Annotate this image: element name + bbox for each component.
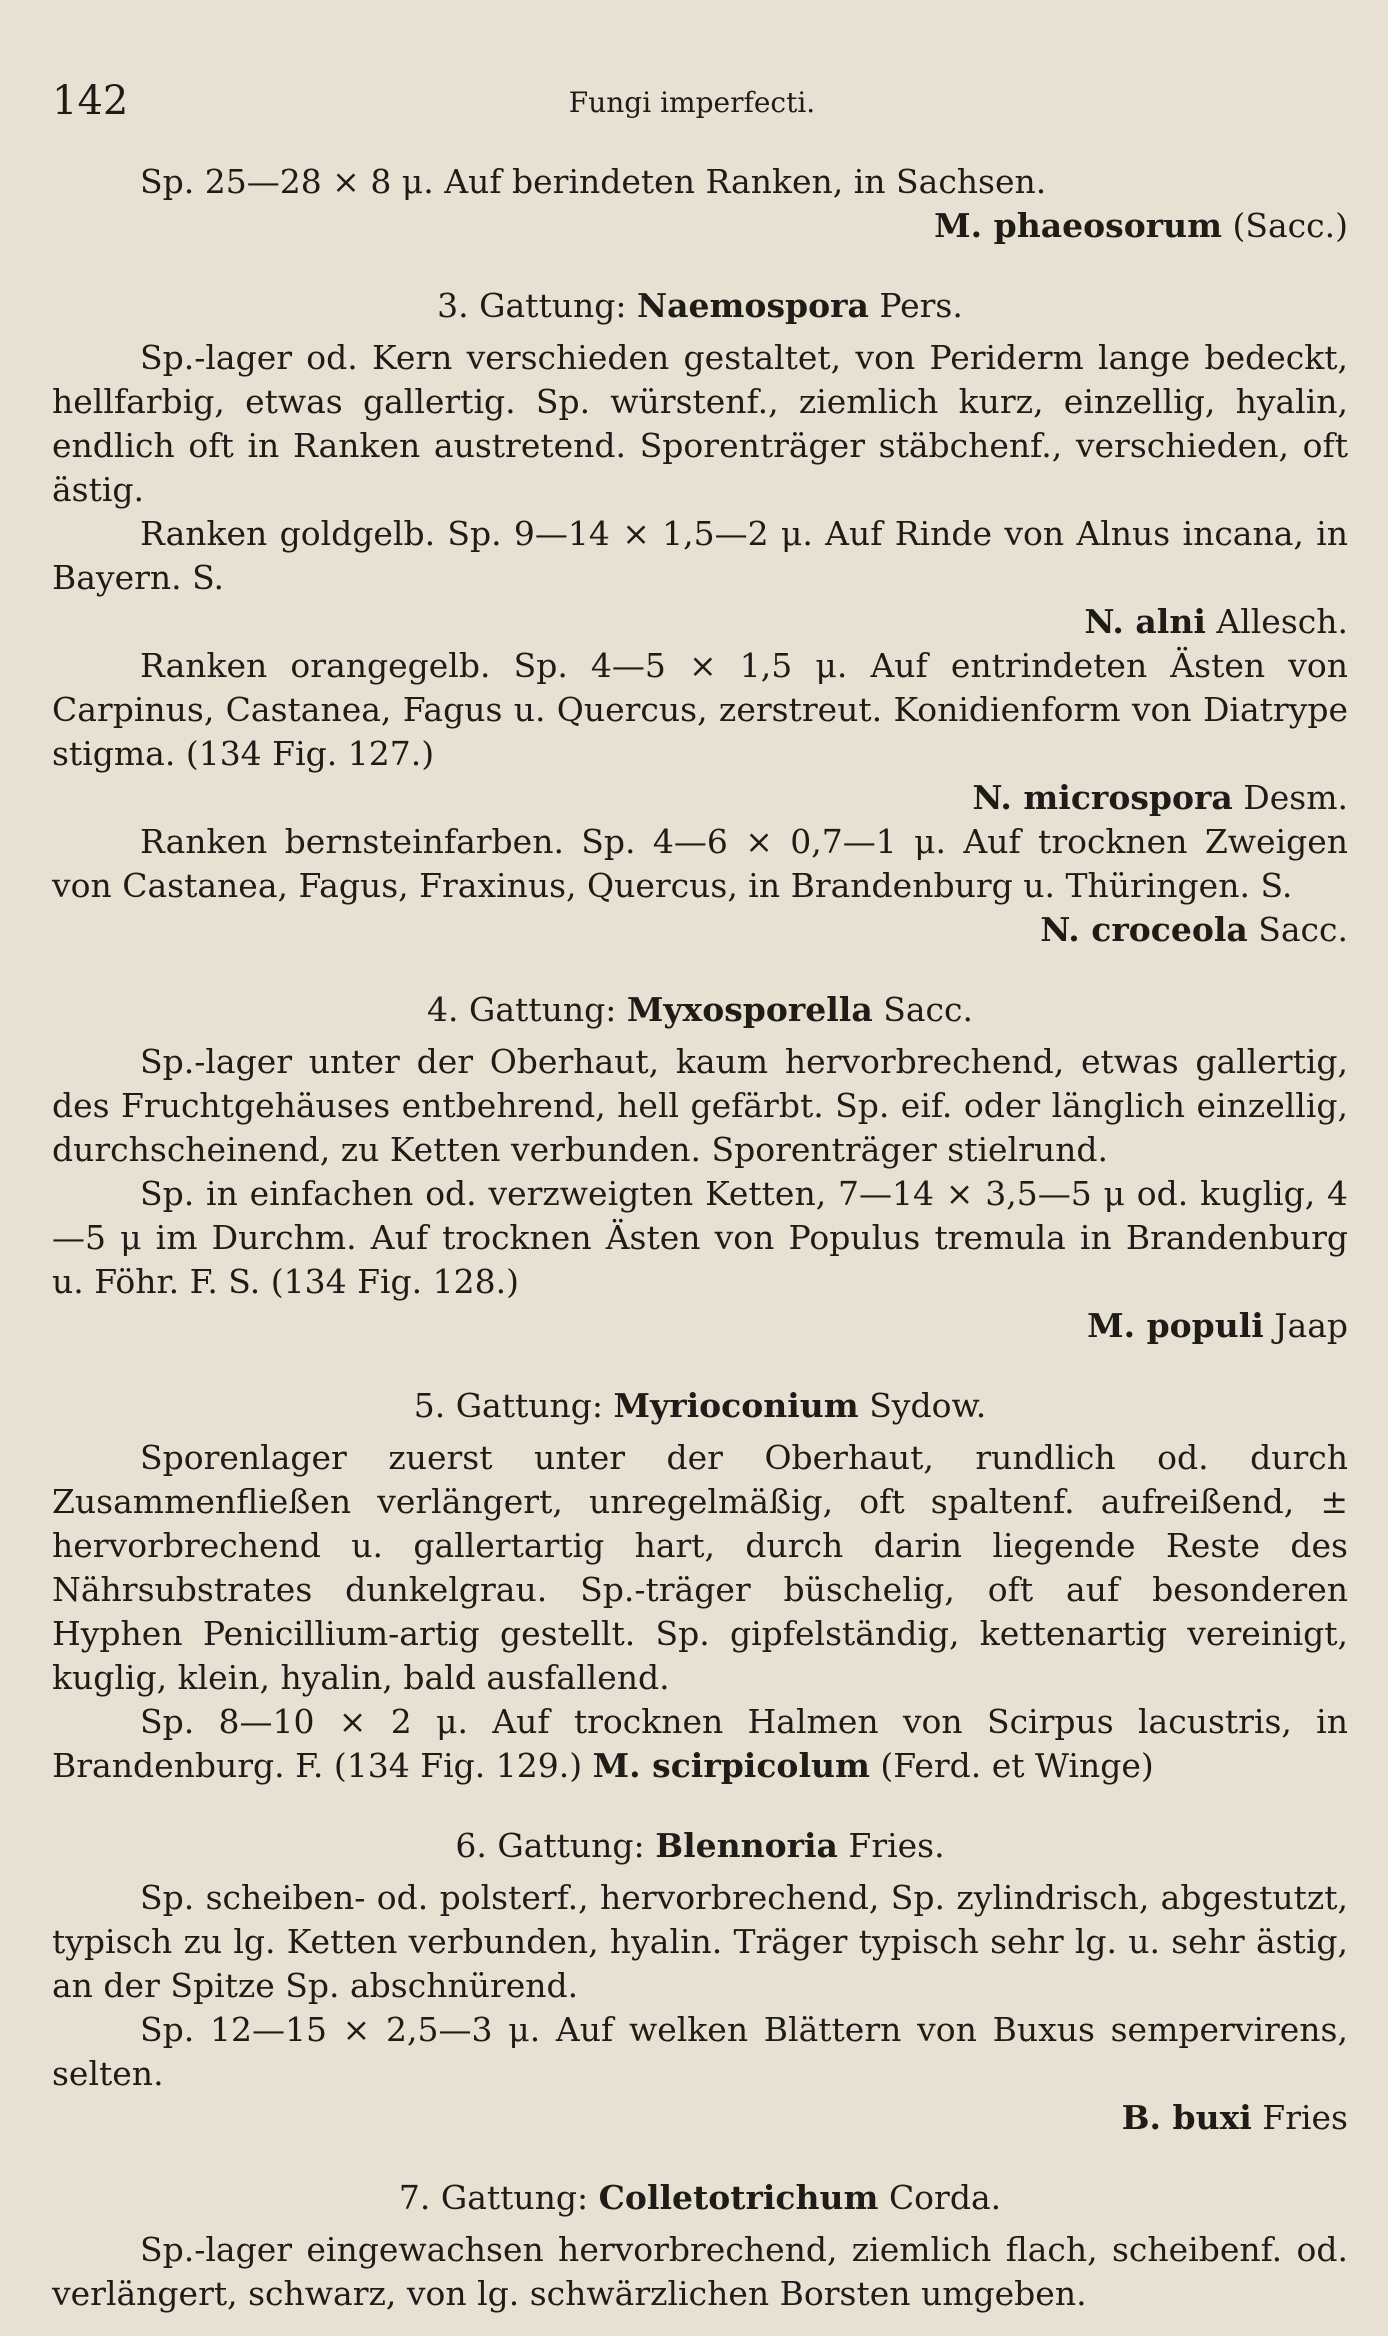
genus-author: Sacc.: [883, 990, 973, 1029]
species-name-line: [52, 908, 1348, 952]
genus-heading: [52, 284, 1348, 328]
running-head: Fungi imperfecti.: [568, 86, 816, 119]
species-entry: [52, 644, 1348, 820]
genus-number: 7. Gattung:: [398, 2178, 589, 2217]
species-author: (Ferd. et Winge): [880, 1746, 1154, 1785]
entry-text: Sp. 12—15 × 2,5—3 μ. Auf welken Blättern von Buxus sempervirens, selten.: [52, 2010, 1348, 2093]
page-header: [52, 70, 1332, 130]
species-entry: [52, 2008, 1348, 2140]
species-author: Jaap: [1274, 1306, 1348, 1345]
page-number: 142: [52, 78, 129, 124]
entry-text: Sp. in einfachen od. verzweigten Ketten, 7—14 × 3,5—5 μ od. kuglig, 4—5 μ im Durchm. Auf trocknen Ästen von Populus tremula in Brandenburg u. Föhr. F. S. (134 Fig. 128.): [52, 1174, 1348, 1301]
species-name: N. alni: [1084, 602, 1206, 641]
species-name: N. microspora: [972, 778, 1233, 817]
species-author: (Sacc.): [1232, 206, 1348, 245]
genus-description: Sp.-lager eingewachsen hervorbrechend, ziemlich flach, scheibenf. od. verlängert, schwarz, von lg. schwärzlichen Borsten umgeben.: [52, 2230, 1348, 2313]
genus-author: Fries.: [848, 1826, 945, 1865]
genus-name: Myxosporella: [626, 990, 873, 1029]
entry-text: Sp. 8—10 × 2 μ. Auf trocknen Halmen von Scirpus lacustris, in Brandenburg. F. (134 Fig. 129.): [52, 1702, 1348, 1785]
entry-text: Ranken goldgelb. Sp. 9—14 × 1,5—2 μ. Auf Rinde von Alnus incana, in Bayern. S.: [52, 514, 1348, 597]
genus-author: Sydow.: [869, 1386, 987, 1425]
genus-heading: [52, 1824, 1348, 1868]
page-body: [52, 160, 1348, 2316]
genus-number: 6. Gattung:: [455, 1826, 645, 1865]
species-author: Sacc.: [1258, 910, 1348, 949]
species-entry: [52, 1172, 1348, 1348]
entry-text: Ranken orangegelb. Sp. 4—5 × 1,5 μ. Auf entrindeten Ästen von Carpinus, Castanea, Fagus u. Quercus, zerstreut. Konidienform von Diatrype stigma. (134 Fig. 127.): [52, 646, 1348, 773]
genus-description: Sp. scheiben- od. polsterf., hervorbrechend, Sp. zylindrisch, abgestutzt, typisch zu lg. Ketten verbunden, hyalin. Träger typisch sehr lg. u. sehr ästig, an der Spitze Sp. abschnürend.: [52, 1878, 1348, 2005]
species-name: N. croceola: [1040, 910, 1248, 949]
species-author: Desm.: [1243, 778, 1348, 817]
species-name-line: [52, 1304, 1348, 1348]
species-name: M. populi: [1087, 1306, 1264, 1345]
species-entry: [52, 512, 1348, 644]
genus-name: Naemospora: [636, 286, 869, 325]
species-name: B. buxi: [1121, 2098, 1252, 2137]
species-name-line: [52, 600, 1348, 644]
genus-number: 4. Gattung:: [427, 990, 617, 1029]
genus-heading: [52, 1384, 1348, 1428]
genus-name: Colletotrichum: [598, 2178, 879, 2217]
species-entry: [52, 820, 1348, 952]
entry-text: Ranken bernsteinfarben. Sp. 4—6 × 0,7—1 μ. Auf trocknen Zweigen von Castanea, Fagus, Fraxinus, Quercus, in Brandenburg u. Thüringen. S.: [52, 822, 1348, 905]
genus-name: Myrioconium: [613, 1386, 859, 1425]
genus-number: 3. Gattung:: [437, 286, 627, 325]
genus-heading: [52, 2176, 1348, 2220]
genus-description: Sp.-lager od. Kern verschieden gestaltet, von Periderm lange bedeckt, hellfarbig, etwas gallertig. Sp. würstenf., ziemlich kurz, einzellig, hyalin, endlich oft in Ranken austretend. Sporenträger stäbchenf., verschieden, oft ästig.: [52, 338, 1348, 509]
genus-number: 5. Gattung:: [413, 1386, 604, 1425]
genus-name: Blennoria: [655, 1826, 838, 1865]
species-name-line: [52, 776, 1348, 820]
species-name-line: [52, 2096, 1348, 2140]
species-author: Fries: [1262, 2098, 1348, 2137]
genus-heading: [52, 988, 1348, 1032]
species-author: Allesch.: [1216, 602, 1348, 641]
entry-text: Sp. 25—28 × 8 μ. Auf berindeten Ranken, in Sachsen.: [140, 162, 1047, 201]
species-name: M. phaeosorum: [934, 206, 1223, 245]
species-entry: [52, 160, 1348, 248]
genus-author: Pers.: [879, 286, 963, 325]
genus-author: Corda.: [888, 2178, 1002, 2217]
genus-description: Sp.-lager unter der Oberhaut, kaum hervorbrechend, etwas gallertig, des Fruchtgehäuses entbehrend, hell gefärbt. Sp. eif. oder länglich einzellig, durchscheinend, zu Ketten verbunden. Sporenträger stielrund.: [52, 1042, 1348, 1169]
species-name-line: [52, 204, 1348, 248]
species-entry: [52, 1700, 1348, 1788]
species-name: M. scirpicolum: [592, 1746, 870, 1785]
genus-description: Sporenlager zuerst unter der Oberhaut, rundlich od. durch Zusammenfließen verlängert, unregelmäßig, oft spaltenf. aufreißend, ± hervorbrechend u. gallertartig hart, durch darin liegende Reste des Nährsubstrates dunkelgrau. Sp.-träger büschelig, oft auf besonderen Hyphen Penicillium-artig gestellt. Sp. gipfelständig, kettenartig vereinigt, kuglig, klein, hyalin, bald ausfallend.: [52, 1438, 1348, 1697]
